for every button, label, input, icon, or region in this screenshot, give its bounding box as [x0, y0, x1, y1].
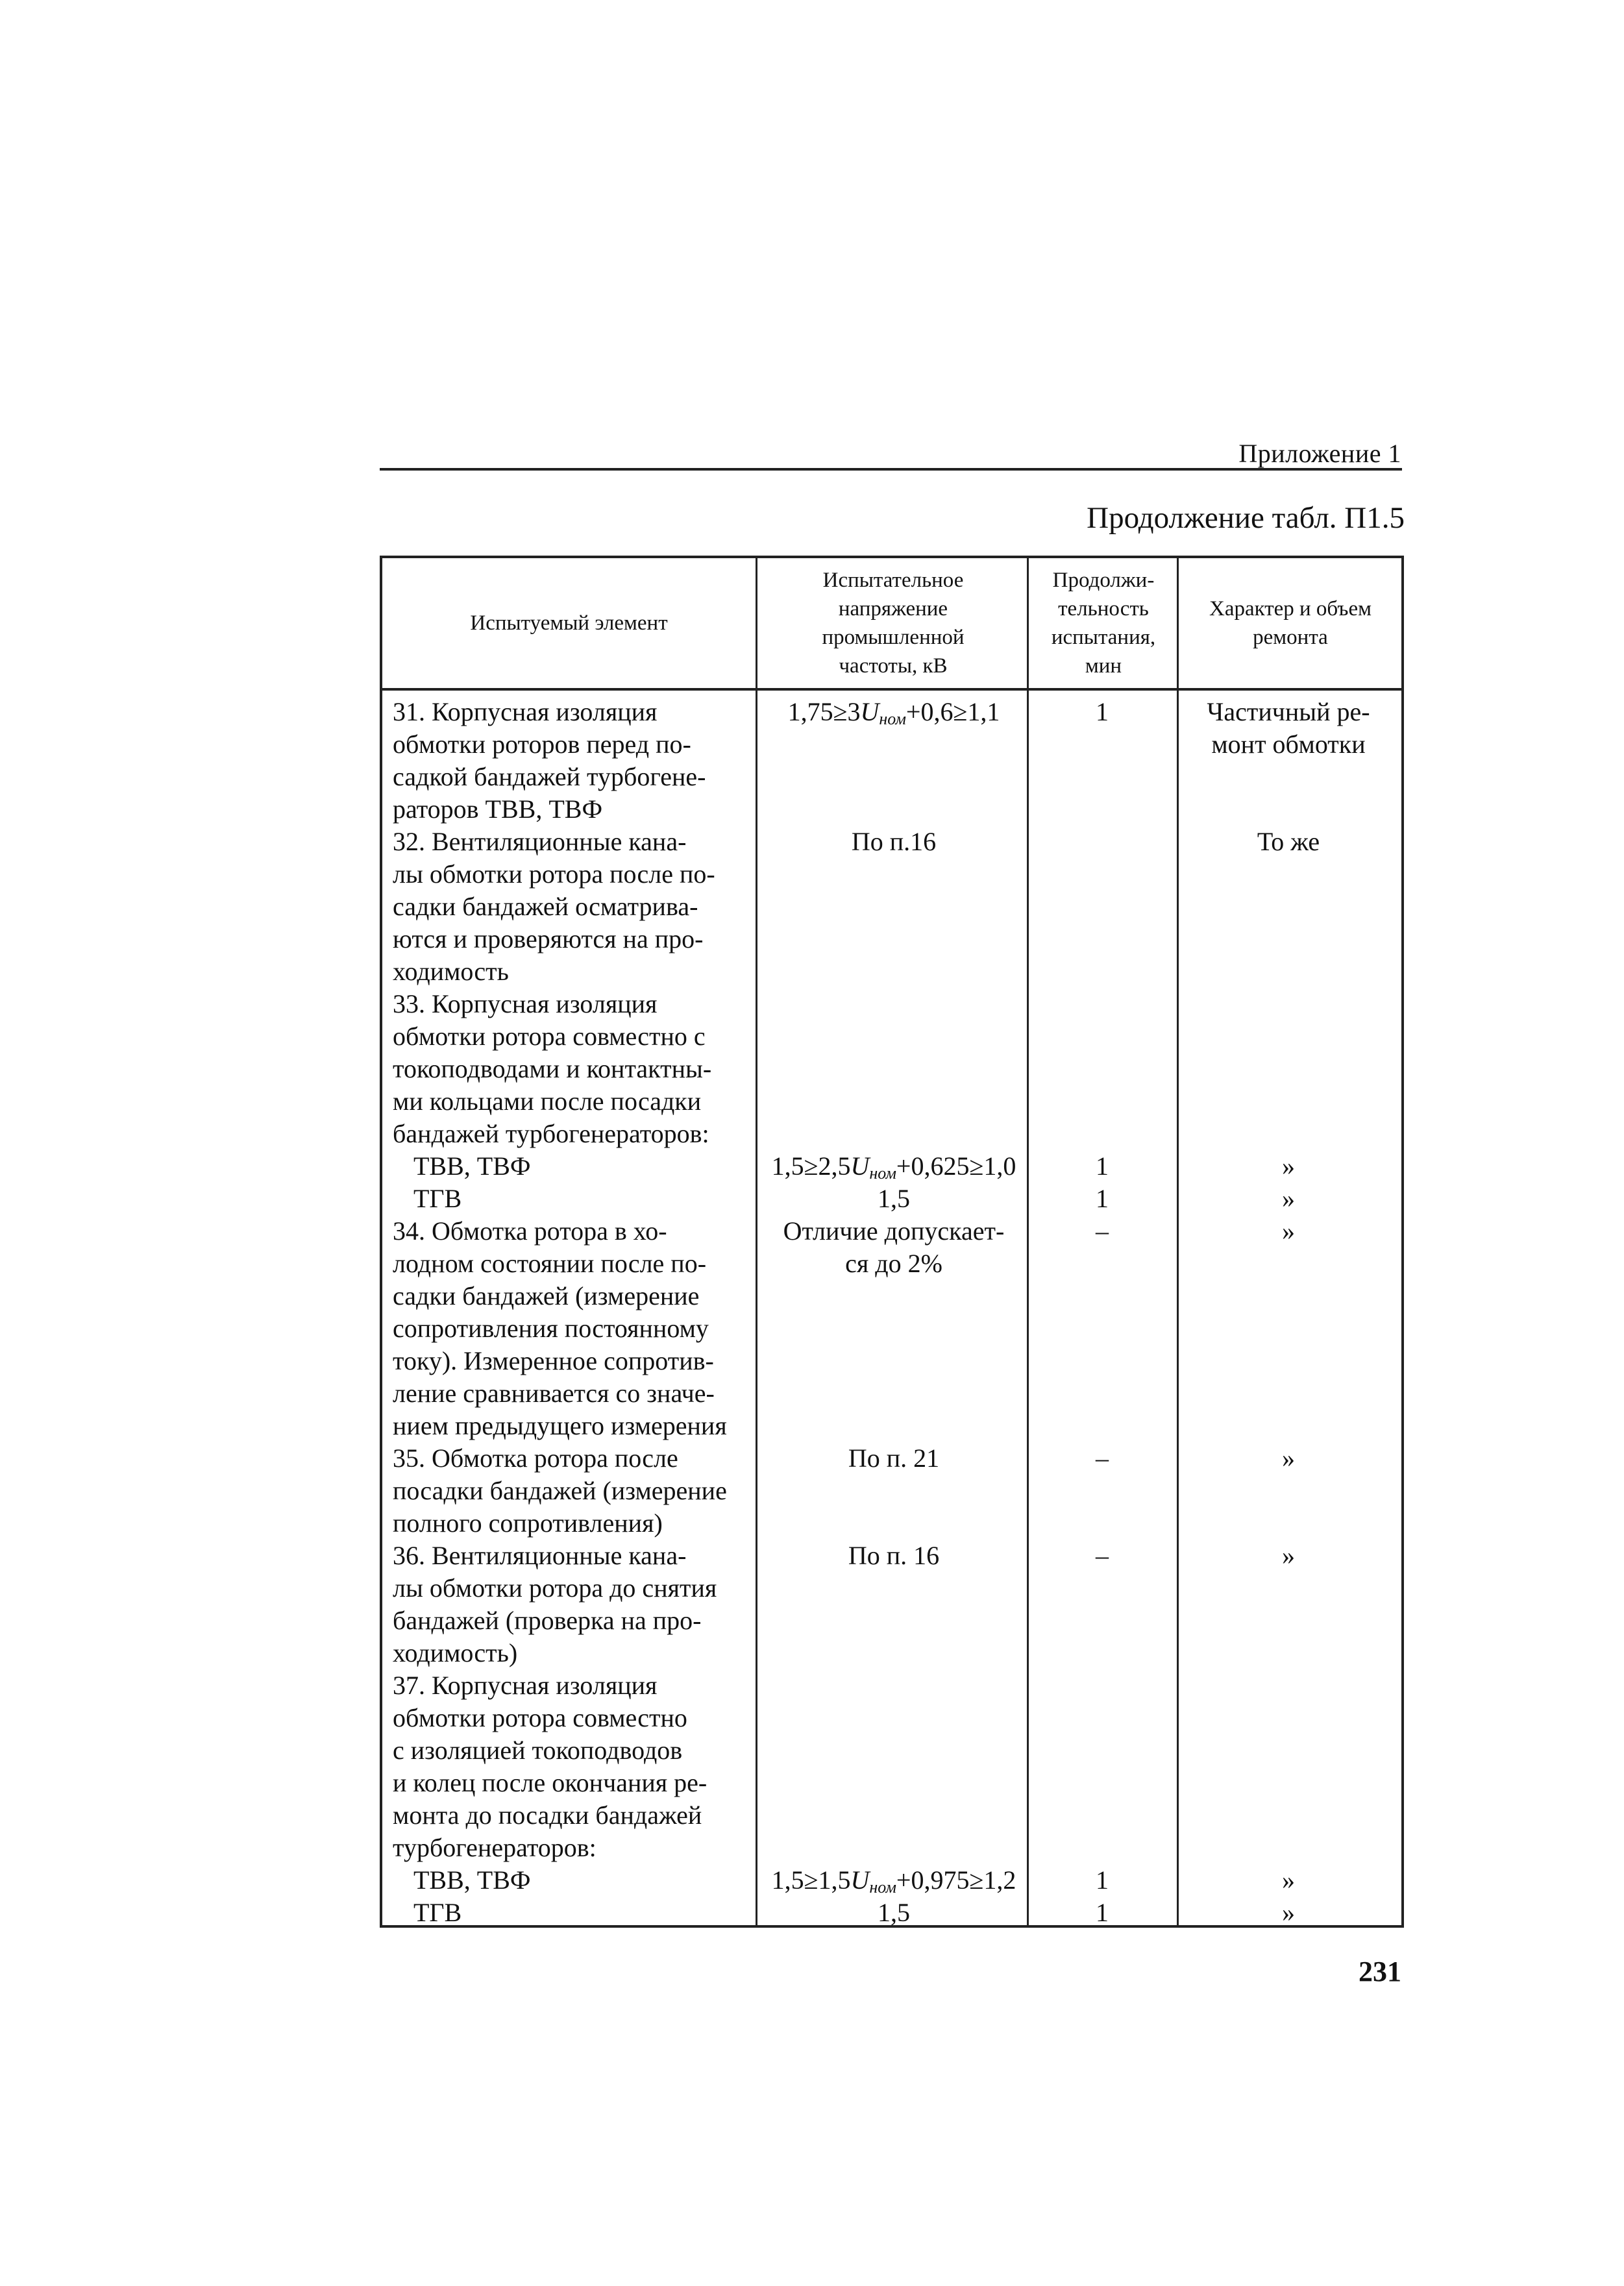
header-rule [380, 468, 1402, 471]
table-cell-repair: » [1282, 1865, 1295, 1895]
table-cell-element: 32. Вентиляционные кана- лы обмотки ротора после по- садки бандажей осматрива- ются и проверяются на про- ходимость [393, 827, 715, 986]
table-cell-repair: Частичный ре- монт обмотки [1207, 697, 1370, 759]
table-cell-duration: – [1096, 1216, 1109, 1246]
table-cell-element: ТВВ, ТВФ [413, 1865, 531, 1895]
table-cell-element: ТГВ [413, 1898, 462, 1927]
column-header-repair: Характер и объем ремонта [1209, 597, 1372, 649]
header-divider [382, 688, 1401, 691]
table-cell-repair: » [1282, 1444, 1295, 1473]
table-cell-duration: – [1096, 1444, 1109, 1473]
table-header [382, 558, 1401, 688]
table-cell-voltage: По п. 16 [848, 1541, 940, 1570]
column-header-duration: Продолжи- тельность испытания, мин [1051, 569, 1156, 678]
column-header-element: Испытуемый элемент [470, 611, 668, 635]
table-cell-repair: » [1282, 1151, 1295, 1181]
table-cell-repair: » [1282, 1216, 1295, 1246]
table-cell-voltage: 1,5 [878, 1898, 910, 1927]
table-cell-duration: 1 [1096, 1865, 1109, 1895]
table-cell-repair: То же [1257, 827, 1320, 856]
table-cell-duration: 1 [1096, 1151, 1109, 1181]
table-cell-voltage: $1,5\ge 1,5U_{ном}+0,975\ge 1,2$ [771, 1865, 1016, 1897]
table-cell-duration: 1 [1096, 697, 1109, 726]
table-cell-voltage: По п. 21 [848, 1444, 940, 1473]
table-cell-voltage: $1,75\ge 3U_{ном}+0,6\ge 1,1$ [787, 697, 1000, 728]
table-cell-element: ТГВ [413, 1184, 462, 1213]
table-cell-element: 36. Вентиляционные кана- лы обмотки ротора до снятия бандажей (проверка на про- ходимость) [393, 1541, 717, 1667]
table-cell-repair: » [1282, 1898, 1295, 1927]
table-cell-voltage: 1,5 [878, 1184, 910, 1213]
table-cell-element: 34. Обмотка ротора в хо- лодном состоянии после по- садки бандажей (измерение сопротивления постоянному току). Измеренное сопротив- ление сравнивается со значе- нием предыдущего измерения [393, 1216, 727, 1440]
column-header-voltage: Испытательное напряжение промышленной частоты, кВ [822, 569, 965, 678]
table-cell-element: 31. Корпусная изоляция обмотки роторов перед по- садкой бандажей турбогене- раторов ТВВ, ТВФ [393, 697, 706, 824]
table-cell-duration: 1 [1096, 1898, 1109, 1927]
table-cell-element: 33. Корпусная изоляция обмотки ротора совместно с токоподводами и контактны- ми кольцами после посадки бандажей турбогенераторов: [393, 989, 712, 1148]
page-number: 231 [1359, 1956, 1401, 1987]
table-cell-duration: 1 [1096, 1184, 1109, 1213]
table-cell-voltage: $1,5\ge 2,5U_{ном}+0,625\ge 1,0$ [771, 1151, 1016, 1183]
table-cell-element: 35. Обмотка ротора после посадки бандажей (измерение полного сопротивления) [393, 1444, 727, 1538]
table-cell-voltage: По п.16 [851, 827, 937, 856]
appendix-header: Приложение 1 [1238, 439, 1401, 468]
data-table [380, 556, 1404, 1928]
table-cell-repair: » [1282, 1541, 1295, 1570]
table-cell-repair: » [1282, 1184, 1295, 1213]
table-cell-voltage: Отличие допускает- ся до 2% [783, 1216, 1005, 1278]
table-caption: Продолжение табл. П1.5 [1087, 501, 1405, 535]
table-cell-element: 37. Корпусная изоляция обмотки ротора совместно с изоляцией токоподводов и колец после окончания ре- монта до посадки бандажей турбогенераторов: [393, 1671, 707, 1862]
table-cell-duration: – [1096, 1541, 1109, 1570]
table-cell-element: ТВВ, ТВФ [413, 1151, 531, 1181]
